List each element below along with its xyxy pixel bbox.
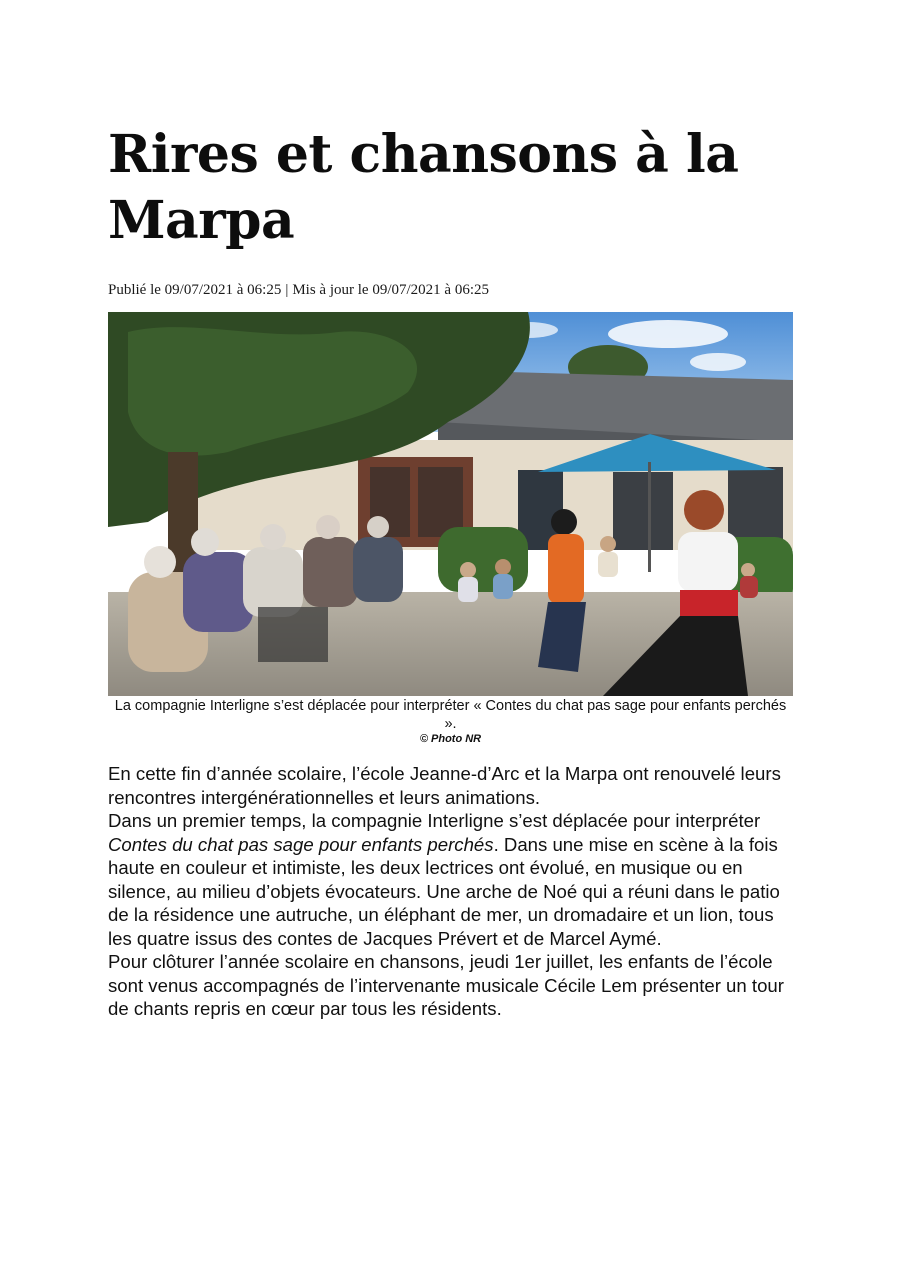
paragraph-2 [108,809,798,950]
article-body [108,762,798,1021]
photo-credit: © Photo NR [419,733,482,745]
publication-info [108,282,489,299]
published-date: Publié le 09/07/2021 à 06:25 [108,282,282,298]
meta-separator: | [285,282,289,298]
photo-caption: La compagnie Interligne s’est déplacée pour interpréter « Contes du chat pas sage pour enfants perchés ». [114,698,787,732]
paragraph-3: Pour clôturer l’année scolaire en chansons, jeudi 1er juillet, les enfants de l’école sont venus accompagnés de l’intervenante musicale Cécile Lem présenter un tour de chants repris en cœur par tous les résidents. [108,951,784,1019]
paragraph-2-end: . Dans une mise en scène à la fois haute en couleur et intimiste, les deux lectrices ont évolué, en musique ou en silence, au milieu d’objets évocateurs. Une arche de Noé qui a réuni dans le patio de la résidence une autruche, un éléphant de mer, un dromadaire et un lion, tous les quatre issus des contes de Jacques Prévert et de Marcel Aymé. [108,833,780,949]
story-title: Contes du chat pas sage pour enfants perchés [108,833,494,855]
updated-date: Mis à jour le 09/07/2021 à 06:25 [292,282,489,298]
paragraph-1: En cette fin d’année scolaire, l’école Jeanne-d’Arc et la Marpa ont renouvelé leurs rencontres intergénérationnelles et leurs animations. [108,763,781,808]
article-photo [108,312,793,696]
article-title: Rires et chansons à la Marpa [108,124,739,251]
paragraph-2-start: Dans un premier temps, la compagnie Interligne s’est déplacée pour interpréter [108,810,761,831]
